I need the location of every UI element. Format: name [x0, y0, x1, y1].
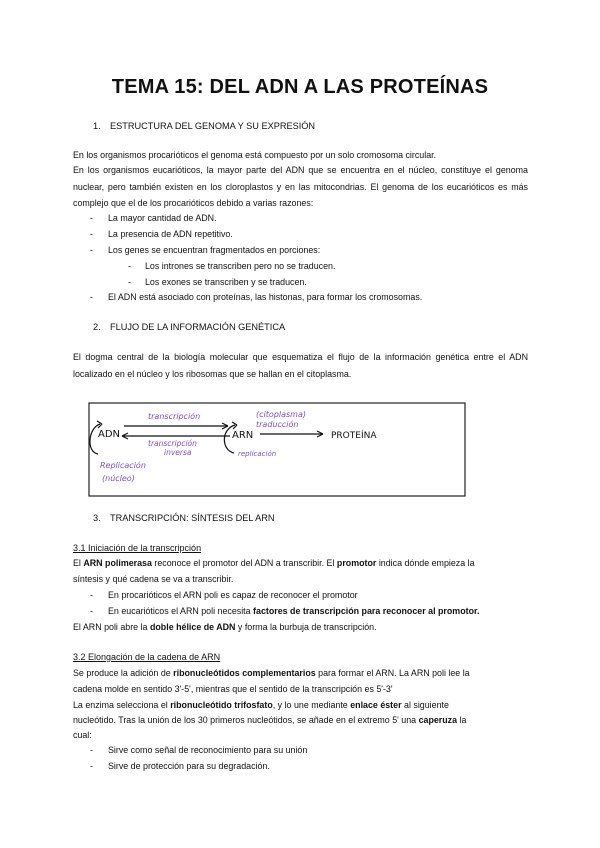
list-item: - Sirve de protección para su degradación. [90, 761, 270, 771]
section-1-paragraph-2: En los organismos eucarióticos, la mayor parte del ADN que se encuentra en el núcleo, constituye el genoma nuclear, pero también existen en los cloroplastos y en las mitocondrias. El genoma de los eucarióticos es más complejo que el de los procarióticos debido a varias razones: [73, 165, 528, 208]
list-item: - En eucarióticos el ARN poli necesita factores de transcripción para reconocer al promotor. [90, 606, 480, 616]
section-1-number: 1. [93, 121, 101, 131]
subsection-3-2-line-2: cadena molde en sentido 3'-5', mientras que el sentido de la transcripción es 5'-3' [73, 684, 393, 694]
list-item: - En procarióticos el ARN poli es capaz de reconocer el promotor [90, 590, 358, 600]
subsection-3-2-line-4: nucleótido. Tras la unión de los 30 primeros nucleótidos, se añade en el extremo 5' una caperuza la [73, 715, 467, 725]
section-2-title: FLUJO DE LA INFORMACIÓN GENÉTICA [110, 322, 286, 332]
section-1-title: ESTRUCTURA DEL GENOMA Y SU EXPRESIÓN [110, 121, 316, 131]
sub-list-item: - Los exones se transcriben y se traducen. [128, 277, 307, 287]
section-2-heading [93, 322, 285, 332]
adn-replication-annotation: Replicación [100, 461, 146, 470]
section-1-heading [93, 121, 315, 131]
traduccion-annotation: traducción [256, 420, 299, 429]
subsection-3-2-line-3: La enzima selecciona el ribonucleótido trifosfato, y lo une mediante enlace éster al siguiente [73, 700, 449, 710]
transcripcion-annotation: transcripción [148, 412, 201, 421]
subsection-3-2-title: 3.2 Elongación de la cadena de ARN [73, 652, 221, 662]
proteina-label: PROTEÍNA [331, 431, 377, 441]
page-title: TEMA 15: DEL ADN A LAS PROTEÍNAS [111, 76, 489, 98]
list-item: - Sirve como señal de reconocimiento para su unión [90, 745, 308, 755]
reverse-transcription-annotation-1: transcripción [148, 439, 197, 448]
subsection-3-1-line-3: El ARN poli abre la doble hélice de ADN y forma la burbuja de transcripción. [73, 622, 377, 632]
nucleo-annotation: (núcleo) [102, 474, 135, 483]
adn-label: ADN [98, 429, 121, 440]
central-dogma-diagram [88, 402, 468, 498]
section-2-number: 2. [93, 322, 101, 332]
reverse-transcription-annotation-2: inversa [164, 448, 192, 457]
sub-list-item: - Los intrones se transcriben pero no se traducen. [128, 261, 336, 271]
subsection-3-1-line-2: síntesis y qué cadena se va a transcribir. [73, 574, 234, 584]
section-3-title: TRANSCRIPCIÓN: SÍNTESIS DEL ARN [110, 513, 275, 523]
citoplasma-annotation: (citoplasma) [256, 410, 306, 419]
list-item: - El ADN está asociado con proteínas, las histonas, para formar los cromosomas. [90, 292, 423, 302]
subsection-3-1-line-1: El ARN polimerasa reconoce el promotor del ADN a transcribir. El promotor indica dónde empieza la [73, 558, 475, 568]
list-item: - La presencia de ADN repetitivo. [90, 229, 233, 239]
subsection-3-1-title: 3.1 Iniciación de la transcripción [73, 543, 202, 553]
subsection-3-2-line-1: Se produce la adición de ribonucleótidos complementarios para formar el ARN. La ARN poli lee la [73, 668, 470, 678]
list-item: - La mayor cantidad de ADN. [90, 213, 217, 223]
arn-replication-annotation: replicación [238, 450, 277, 458]
section-2-paragraph: El dogma central de la biología molecular que esquematiza el flujo de la información genética entre el ADN localizado en el núcleo y los ribosomas que se hallan en el citoplasma. [73, 352, 528, 379]
section-1-line-1: En los organismos procarióticos el genoma está compuesto por un solo cromosoma circular. [73, 150, 437, 160]
list-item: - Los genes se encuentran fragmentados en porciones: [90, 245, 321, 255]
arn-label: ARN [232, 430, 254, 441]
subsection-3-2-line-5: cual: [73, 730, 92, 740]
section-3-number: 3. [93, 513, 101, 523]
section-3-heading [93, 513, 275, 523]
